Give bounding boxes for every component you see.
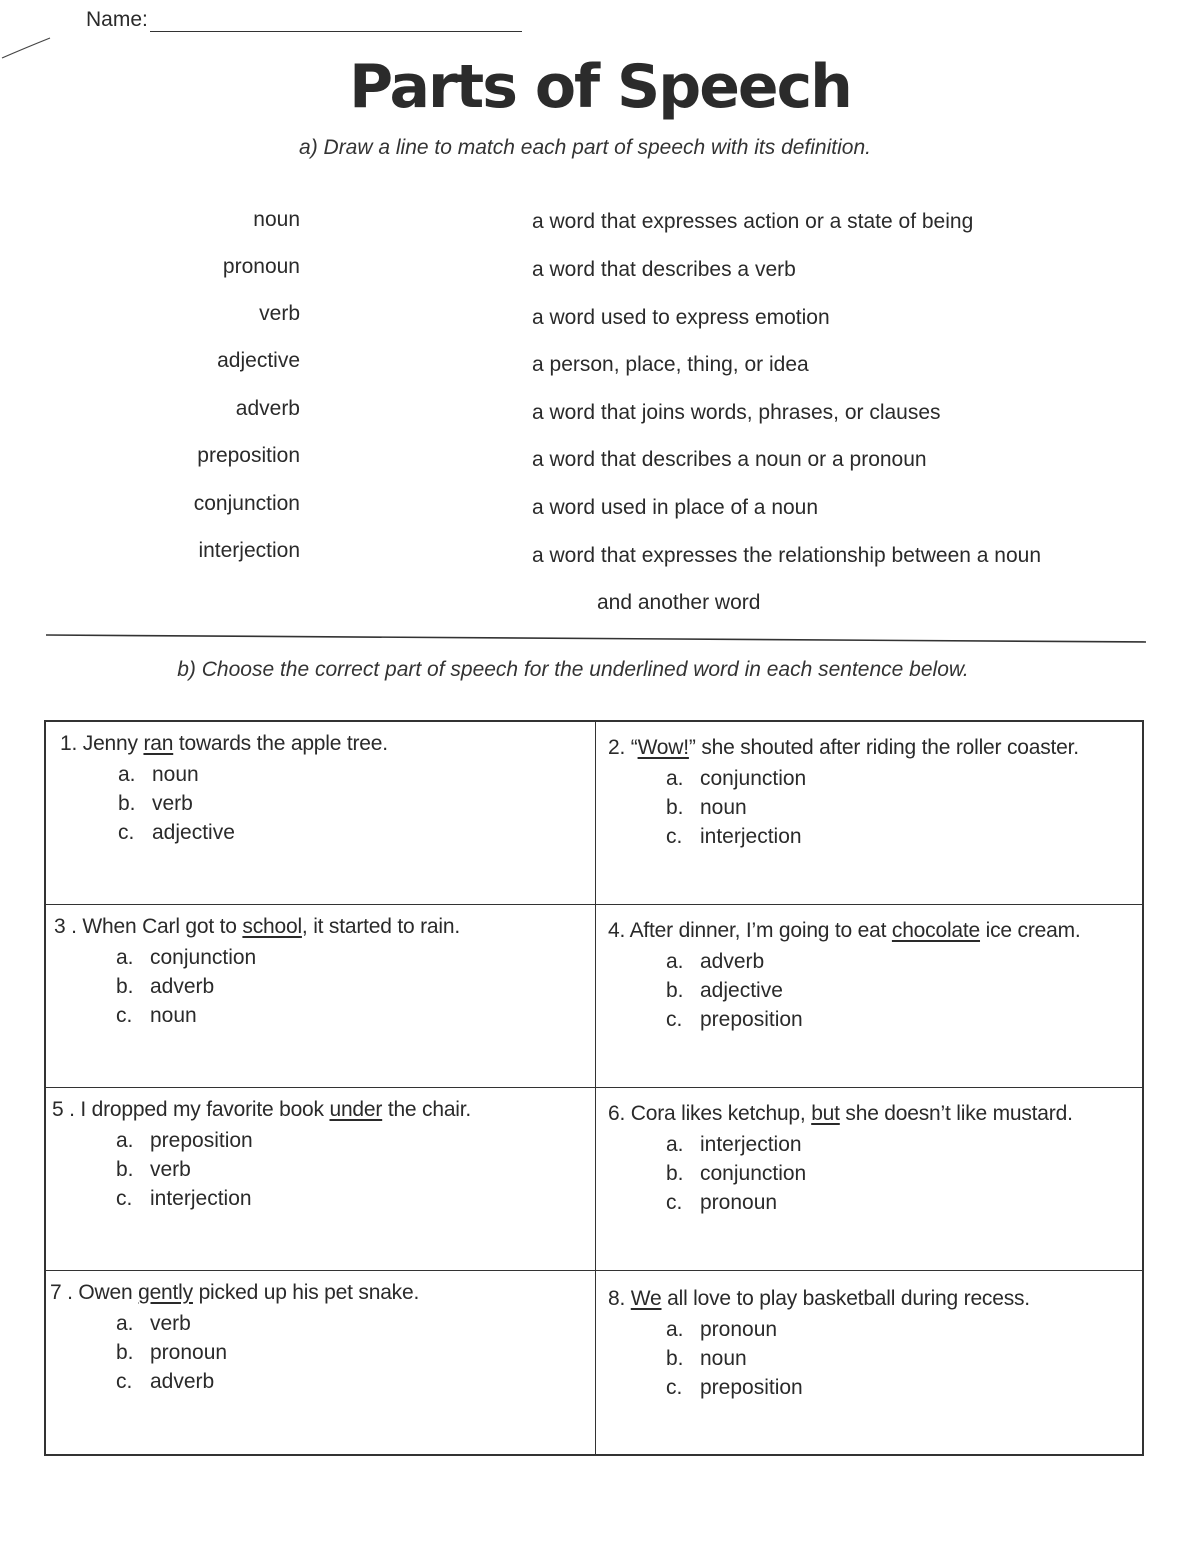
- term-pronoun[interactable]: pronoun: [222, 255, 300, 278]
- underlined-word: chocolate: [891, 919, 981, 942]
- definition-2[interactable]: a word that describes a verb: [532, 258, 796, 281]
- term-noun[interactable]: noun: [253, 208, 300, 231]
- question-grid: [44, 720, 1144, 1456]
- answer-option[interactable]: b. adjective: [666, 979, 783, 1002]
- question-4-options: [608, 947, 1142, 1034]
- answer-option[interactable]: c. adverb: [116, 1370, 215, 1393]
- answer-option[interactable]: b. verb: [118, 792, 193, 815]
- underlined-word: under: [329, 1098, 383, 1121]
- answer-option[interactable]: b. noun: [666, 1347, 747, 1370]
- section-a-instruction: a) Draw a line to match each part of speech with its definition.: [299, 136, 871, 159]
- underlined-word: ran: [143, 732, 174, 755]
- name-field-row: [86, 8, 522, 32]
- question-8-text: 8. We all love to play basketball during recess.: [608, 1287, 1030, 1310]
- term-adverb[interactable]: adverb: [235, 397, 300, 420]
- name-label: Name:: [86, 8, 148, 31]
- question-cell-2: [596, 722, 1142, 905]
- answer-option[interactable]: a. pronoun: [666, 1318, 778, 1341]
- answer-option[interactable]: c. preposition: [666, 1008, 803, 1031]
- answer-option[interactable]: a. adverb: [666, 950, 765, 973]
- question-1-text: 1. Jenny ran towards the apple tree.: [60, 732, 388, 755]
- definition-4[interactable]: a person, place, thing, or idea: [532, 353, 809, 376]
- term-adjective[interactable]: adjective: [217, 349, 300, 372]
- answer-option[interactable]: c. preposition: [666, 1376, 803, 1399]
- answer-option[interactable]: b. noun: [666, 796, 747, 819]
- name-write-line[interactable]: [150, 9, 522, 32]
- question-2-text: 2. “Wow!” she shouted after riding the roller coaster.: [608, 736, 1079, 759]
- question-6-options: [608, 1130, 1142, 1217]
- answer-option[interactable]: b. pronoun: [116, 1341, 228, 1364]
- term-preposition[interactable]: preposition: [197, 444, 300, 467]
- question-cell-4: [596, 905, 1142, 1088]
- underlined-word: school: [242, 915, 302, 938]
- definition-8[interactable]: a word that expresses the relationship between a noun: [532, 544, 1041, 567]
- answer-option[interactable]: b. verb: [116, 1158, 191, 1181]
- question-5-options: [52, 1126, 595, 1213]
- question-7-options: [50, 1309, 595, 1396]
- term-verb[interactable]: verb: [259, 302, 300, 325]
- answer-option[interactable]: a. conjunction: [116, 946, 257, 969]
- question-5-text: 5 . I dropped my favorite book under the chair.: [52, 1098, 472, 1121]
- question-7-text: 7 . Owen gently picked up his pet snake.: [50, 1281, 420, 1304]
- question-cell-1: [46, 722, 596, 905]
- question-4-text: 4. After dinner, I’m going to eat chocolate ice cream.: [608, 919, 1081, 942]
- answer-option[interactable]: a. noun: [118, 763, 199, 786]
- underlined-word: We: [630, 1287, 662, 1310]
- underlined-word: gently: [138, 1281, 193, 1304]
- page-title: Parts of Speech: [349, 52, 851, 122]
- answer-option[interactable]: c. adjective: [118, 821, 235, 844]
- answer-option[interactable]: a. interjection: [666, 1133, 802, 1156]
- definition-8-continuation: and another word: [597, 591, 761, 614]
- definition-5[interactable]: a word that joins words, phrases, or clauses: [532, 401, 941, 424]
- question-cell-6: [596, 1088, 1142, 1271]
- section-divider: [46, 632, 1146, 644]
- question-6-text: 6. Cora likes ketchup, but she doesn’t like mustard.: [608, 1102, 1073, 1125]
- answer-option[interactable]: c. interjection: [666, 825, 802, 848]
- answer-option[interactable]: a. verb: [116, 1312, 191, 1335]
- answer-option[interactable]: b. conjunction: [666, 1162, 807, 1185]
- question-1-options: [60, 760, 595, 847]
- question-3-text: 3 . When Carl got to school, it started to rain.: [54, 915, 460, 938]
- answer-option[interactable]: b. adverb: [116, 975, 215, 998]
- question-8-options: [608, 1315, 1142, 1402]
- question-2-options: [608, 764, 1142, 851]
- answer-option[interactable]: c. interjection: [116, 1187, 252, 1210]
- term-interjection[interactable]: interjection: [198, 539, 300, 562]
- answer-option[interactable]: c. pronoun: [666, 1191, 778, 1214]
- question-cell-5: [46, 1088, 596, 1271]
- underlined-word: but: [811, 1102, 840, 1125]
- question-cell-3: [46, 905, 596, 1088]
- answer-option[interactable]: c. noun: [116, 1004, 197, 1027]
- definition-7[interactable]: a word used in place of a noun: [532, 496, 819, 519]
- underlined-word: Wow!: [637, 736, 689, 759]
- definition-6[interactable]: a word that describes a noun or a pronoun: [532, 448, 927, 471]
- definition-1[interactable]: a word that expresses action or a state of being: [532, 210, 974, 233]
- section-b-instruction: b) Choose the correct part of speech for the underlined word in each sentence below.: [177, 658, 969, 681]
- answer-option[interactable]: a. conjunction: [666, 767, 807, 790]
- question-3-options: [54, 943, 595, 1030]
- definition-3[interactable]: a word used to express emotion: [532, 306, 830, 329]
- question-cell-7: [46, 1271, 596, 1454]
- question-cell-8: [596, 1271, 1142, 1454]
- answer-option[interactable]: a. preposition: [116, 1129, 253, 1152]
- term-conjunction[interactable]: conjunction: [193, 492, 300, 515]
